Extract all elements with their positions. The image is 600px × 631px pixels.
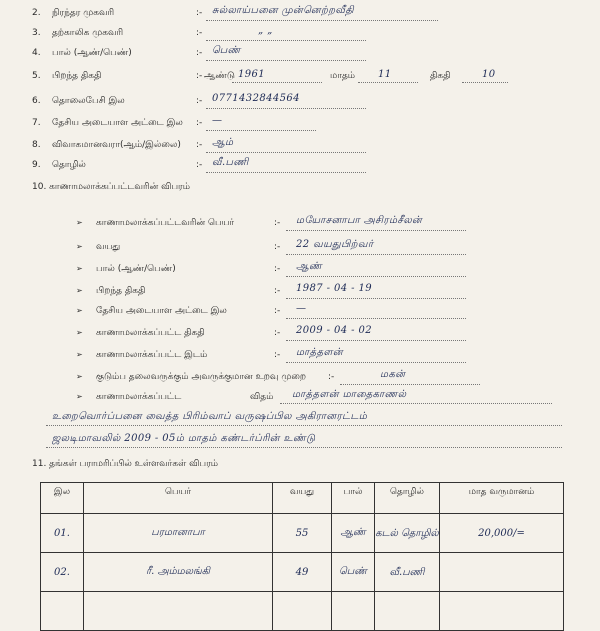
field-label: நிரந்தர முகவரி xyxy=(52,8,115,18)
field-value: 0771432844564 xyxy=(212,93,300,104)
field-colon: :- xyxy=(196,160,203,170)
family-section-title: 11. தங்கள் பராமரிப்பில் உள்ளவர்கள் விபரம் xyxy=(32,459,218,469)
cell-income xyxy=(440,592,564,631)
cell-age: 55 xyxy=(273,514,332,553)
field-number: 9. xyxy=(32,160,41,170)
cell-sex xyxy=(332,592,375,631)
field-colon: :- xyxy=(196,140,203,150)
cell-age xyxy=(273,592,332,631)
field-dots xyxy=(206,30,366,41)
field-label: தொலைபேசி இல xyxy=(52,96,125,106)
col-header-name: பெயர் xyxy=(84,483,273,514)
arrow-bullet-icon: ➢ xyxy=(76,350,83,359)
cell-job: வீ.பணி xyxy=(375,553,440,592)
arrow-bullet-icon: ➢ xyxy=(76,306,83,315)
arrow-bullet-icon: ➢ xyxy=(76,328,83,337)
dob-year-label: ஆண்டு xyxy=(204,71,235,81)
how-line-2: உறைவொர்ப்பனை வைத்த பிரிம்வாப் வருஷப்பில அகிரானரட்டம் xyxy=(52,411,368,422)
field-number: 6. xyxy=(32,96,41,106)
cell-name: பரமானாபா xyxy=(84,514,273,553)
missing-section-title: 10. காணாமலாக்கப்பட்டவரின் விபரம் xyxy=(32,182,190,192)
field-colon: :- xyxy=(196,28,203,38)
missing-row-dots xyxy=(286,308,466,319)
field-label: பால் (ஆண்/பெண்) xyxy=(52,48,132,58)
missing-row-value: — xyxy=(296,303,307,314)
field-label: தேசிய அடையாள அட்டை இல xyxy=(52,118,183,128)
field-label: தொழில் xyxy=(52,160,86,170)
col-header-sex: பால் xyxy=(332,483,375,514)
how-dots-3 xyxy=(46,437,562,448)
cell-job: கடல் தொழில் xyxy=(375,514,440,553)
how-line-3: ஜலடிமாவலில் 2009 - 05ம் மாதம் கண்டர்ப்ரின் உண்டு xyxy=(52,433,316,444)
field-value: „ „ xyxy=(258,25,273,36)
dob-year-dots xyxy=(232,72,322,83)
arrow-bullet-icon: ➢ xyxy=(76,218,83,227)
missing-row-colon: :- xyxy=(274,350,281,360)
col-header-age: வயது xyxy=(273,483,332,514)
col-header-job: தொழில் xyxy=(375,483,440,514)
family-table-header xyxy=(41,483,564,514)
field-colon: :- xyxy=(196,8,203,18)
missing-row-label: தேசிய அடையாள அட்டை இல xyxy=(96,306,227,316)
field-colon: :- xyxy=(196,96,203,106)
dob-month-label: மாதம் xyxy=(330,71,356,81)
field-number: 7. xyxy=(32,118,41,128)
arrow-bullet-icon: ➢ xyxy=(76,392,83,401)
field-number: 3. xyxy=(32,28,41,38)
table-row xyxy=(41,514,564,553)
field-colon: :- xyxy=(196,48,203,58)
cell-job xyxy=(375,592,440,631)
how-dots-1 xyxy=(280,393,552,404)
field-value: ஆம் xyxy=(212,137,234,148)
dob-year-value: 1961 xyxy=(238,69,266,80)
field-value: சுல்லாய்பனை முன்னெற்றவீதி xyxy=(212,5,354,16)
field-label: விவாகமானவரா(ஆம்/இல்லை) xyxy=(52,140,181,150)
col-header-no: இல xyxy=(41,483,84,514)
field-colon: :- xyxy=(196,118,203,128)
missing-row-value: மகன் xyxy=(380,369,406,380)
missing-row-label: குடும்ப தலைவருக்கும் அவருக்குமான உறவு முறை xyxy=(96,372,306,382)
col-header-income: மாத வருமானம் xyxy=(440,483,564,514)
missing-row-colon: :- xyxy=(328,372,335,382)
field-number: 5. xyxy=(32,71,41,81)
field-value: வீ.பணி xyxy=(212,157,249,168)
field-label: தற்காலிக முகவரி xyxy=(52,28,124,38)
missing-row-label: காணாமலாக்கப்பட்ட இடம் xyxy=(96,350,208,360)
arrow-bullet-icon: ➢ xyxy=(76,286,83,295)
missing-row-value: 1987 - 04 - 19 xyxy=(296,283,372,294)
missing-row-label: பிறந்த திகதி xyxy=(96,286,146,296)
cell-no: 01. xyxy=(41,514,84,553)
arrow-bullet-icon: ➢ xyxy=(76,264,83,273)
missing-row-dots xyxy=(340,374,480,385)
cell-no xyxy=(41,592,84,631)
field-dots xyxy=(206,120,316,131)
dob-day-value: 10 xyxy=(482,69,496,80)
missing-row-colon: :- xyxy=(274,286,281,296)
field-number: 8. xyxy=(32,140,41,150)
missing-row-colon: :- xyxy=(274,328,281,338)
arrow-bullet-icon: ➢ xyxy=(76,372,83,381)
cell-age: 49 xyxy=(273,553,332,592)
missing-row-value: 22 வயதுபிற்வர் xyxy=(296,239,374,250)
field-number: 2. xyxy=(32,8,41,18)
how-line-1: மாத்தளன் மாதைகாணல் xyxy=(292,389,407,400)
cell-income xyxy=(440,553,564,592)
family-table xyxy=(40,482,564,631)
cell-income: 20,000/= xyxy=(440,514,564,553)
missing-row-colon: :- xyxy=(274,264,281,274)
missing-row-label: பால் (ஆண்/பெண்) xyxy=(96,264,176,274)
dob-month-value: 11 xyxy=(378,69,392,80)
dob-month-dots xyxy=(358,72,418,83)
cell-no: 02. xyxy=(41,553,84,592)
cell-sex: பெண் xyxy=(332,553,375,592)
missing-row-value: மயோசனாபா அசிரம்சீலன் xyxy=(296,215,423,226)
cell-name xyxy=(84,592,273,631)
field-colon: :- xyxy=(196,71,203,81)
missing-row-label: காணாமலாக்கப்பட்டவரின் பெயர் xyxy=(96,218,235,228)
missing-row-colon: :- xyxy=(274,242,281,252)
how-mid-label: விதம் xyxy=(250,392,274,402)
missing-row-value: ஆண் xyxy=(296,261,323,272)
missing-row-value: 2009 - 04 - 02 xyxy=(296,325,372,336)
cell-name: ரீ. அம்மலங்கி xyxy=(84,553,273,592)
dob-day-label: திகதி xyxy=(430,71,451,81)
field-value: பெண் xyxy=(212,45,241,56)
field-value: — xyxy=(212,115,223,126)
field-label: பிறந்த திகதி xyxy=(52,71,102,81)
missing-row-colon: :- xyxy=(274,306,281,316)
cell-sex: ஆண் xyxy=(332,514,375,553)
table-row xyxy=(41,553,564,592)
table-row xyxy=(41,592,564,631)
missing-row-colon: :- xyxy=(274,218,281,228)
missing-row-value: மாத்தளன் xyxy=(296,347,344,358)
arrow-bullet-icon: ➢ xyxy=(76,242,83,251)
how-dots-2 xyxy=(46,415,562,426)
field-number: 4. xyxy=(32,48,41,58)
dob-day-dots xyxy=(462,72,508,83)
how-label: காணாமலாக்கப்பட்ட xyxy=(96,392,182,402)
missing-row-label: காணாமலாக்கப்பட்ட திகதி xyxy=(96,328,205,338)
missing-row-label: வயது xyxy=(96,242,121,252)
